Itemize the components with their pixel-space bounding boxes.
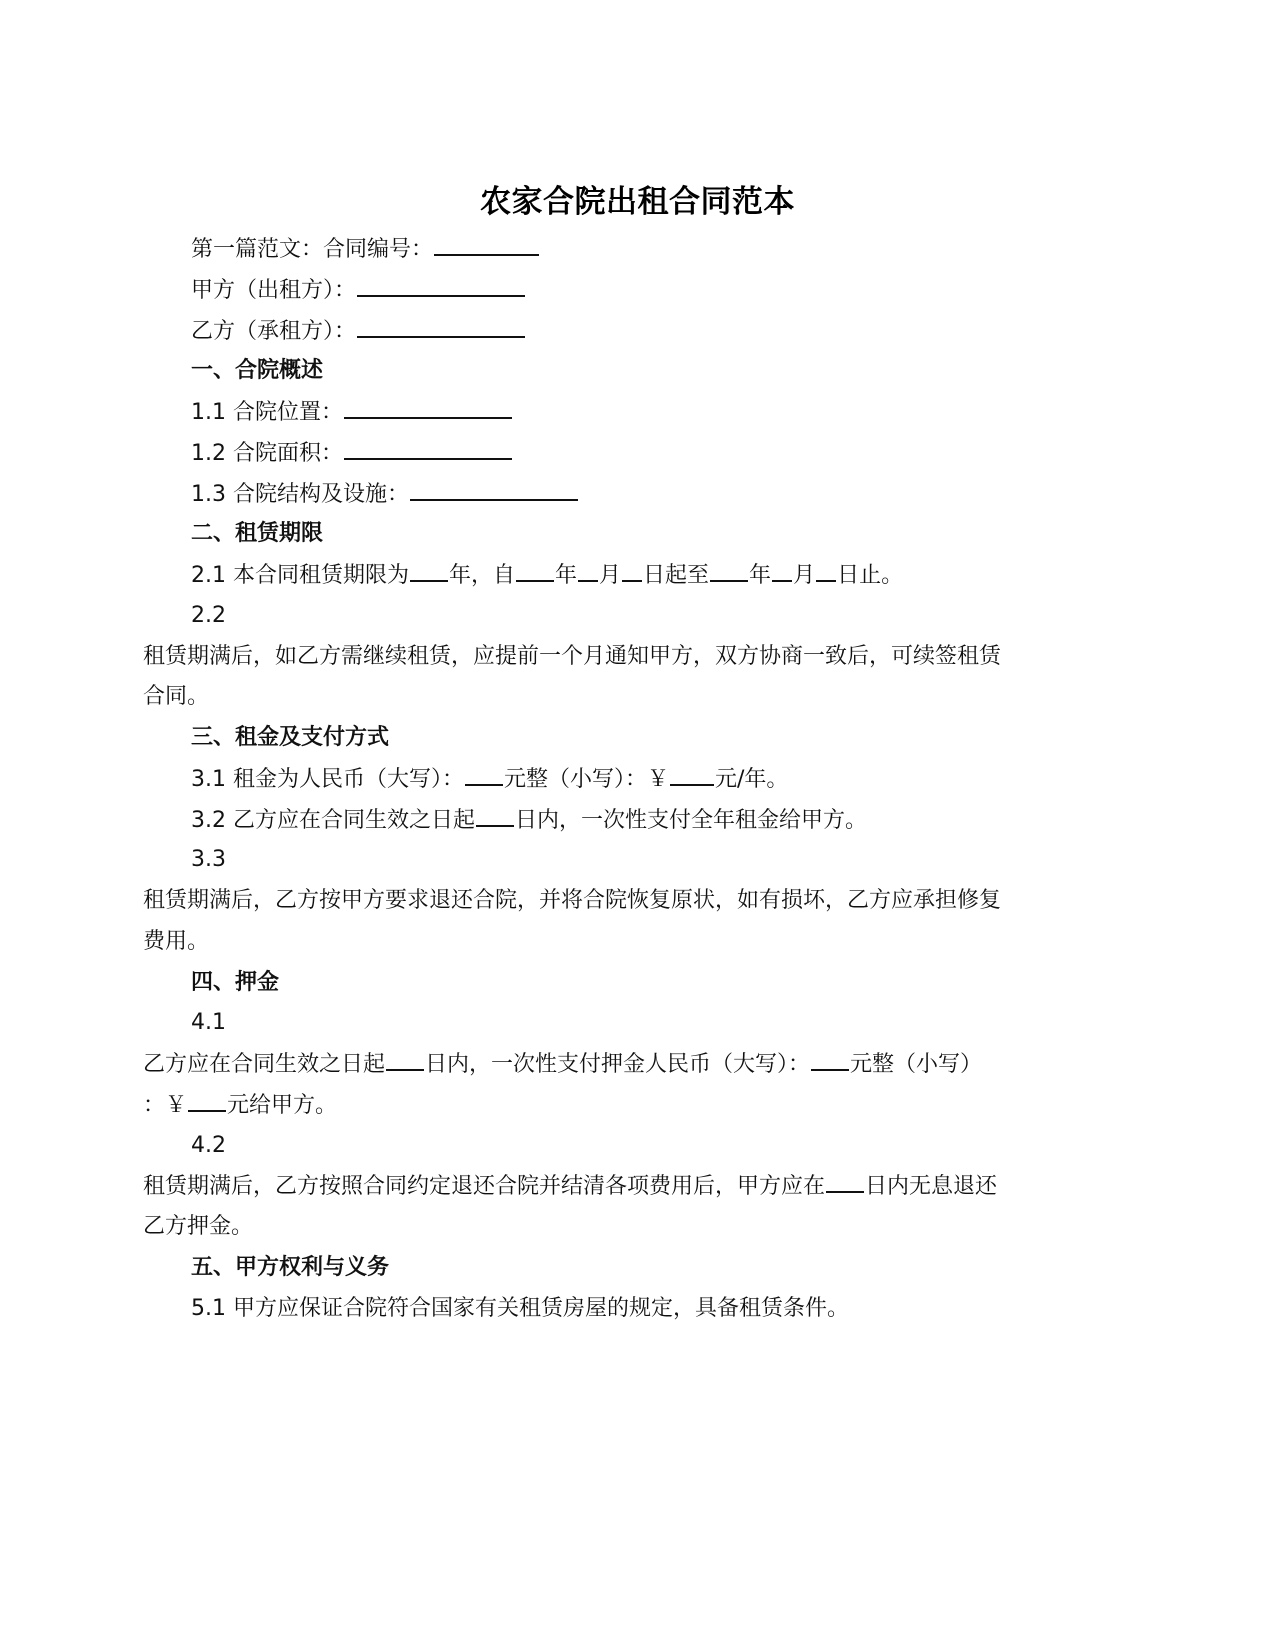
paragraph-line xyxy=(143,682,209,712)
blank-fill-line xyxy=(476,805,514,827)
section-heading xyxy=(191,723,389,753)
text-run: 元/年。 xyxy=(715,766,789,792)
text-run: 元给甲方。 xyxy=(227,1092,338,1118)
paragraph-line xyxy=(191,234,540,265)
text-run: 日内，一次性支付全年租金给甲方。 xyxy=(514,807,867,833)
paragraph-line xyxy=(143,1212,253,1242)
blank-fill-line xyxy=(772,560,792,582)
text-run: 租赁期满后，乙方按照合同约定退还合院并结清各项费用后，甲方应在 xyxy=(143,1174,826,1200)
text-run: 1.1 合院位置： xyxy=(191,400,343,425)
text-run: 二、租赁期限 xyxy=(191,521,324,547)
text-run: 年 xyxy=(555,563,578,588)
blank-fill-line xyxy=(670,764,714,786)
blank-fill-line xyxy=(434,234,539,256)
paragraph-line xyxy=(143,927,209,957)
blank-fill-line xyxy=(410,479,578,501)
section-heading xyxy=(191,519,323,549)
paragraph-line xyxy=(191,845,226,875)
text-run: 租赁期满后，如乙方需继续租赁，应提前一个月通知甲方，双方协商一致后，可续签租赁 xyxy=(143,643,1002,669)
paragraph-line xyxy=(191,1131,226,1161)
paragraph-line xyxy=(143,1049,982,1080)
paragraph-line xyxy=(191,560,903,591)
text-run: 3.1 租金为人民币（大写）： xyxy=(191,766,464,792)
text-run: 费用。 xyxy=(143,928,210,954)
blank-fill-line xyxy=(516,560,554,582)
text-run: 乙方押金。 xyxy=(143,1214,254,1239)
text-run: 五、甲方权利与义务 xyxy=(191,1254,390,1280)
text-run: 日内无息退还 xyxy=(865,1174,998,1200)
blank-fill-line xyxy=(710,560,748,582)
text-run: 三、租金及支付方式 xyxy=(191,725,390,750)
text-run: 月 xyxy=(599,563,622,588)
paragraph-line xyxy=(143,1171,997,1202)
text-run: 元整（小写）：￥ xyxy=(503,766,669,792)
text-run: 四、押金 xyxy=(191,969,280,995)
text-run: 年，自 xyxy=(448,563,515,588)
text-run: 2.2 xyxy=(191,602,226,628)
text-run: 4.1 xyxy=(191,1010,226,1036)
text-run: 租赁期满后，乙方按甲方要求退还合院，并将合院恢复原状，如有损坏，乙方应承担修复 xyxy=(143,888,1002,913)
section-heading xyxy=(191,968,279,998)
text-run: 合同。 xyxy=(143,684,210,710)
paragraph-line xyxy=(143,642,1001,672)
paragraph-line xyxy=(191,397,513,428)
paragraph-line xyxy=(191,479,579,510)
text-run: 乙方（承租方）： xyxy=(191,318,357,344)
text-run: 第一篇范文：合同编号： xyxy=(191,237,434,262)
blank-fill-line xyxy=(357,275,525,297)
paragraph-line xyxy=(143,1090,337,1121)
paragraph-line xyxy=(191,601,226,631)
text-run: 日止。 xyxy=(837,563,904,588)
text-run: 4.2 xyxy=(191,1132,226,1158)
document-title: 农家合院出租合同范本 xyxy=(480,184,795,220)
text-run: 1.2 合院面积： xyxy=(191,440,343,466)
text-run: 一、合院概述 xyxy=(191,358,324,384)
blank-fill-line xyxy=(344,397,512,419)
text-run: ：￥ xyxy=(143,1092,188,1118)
paragraph-line xyxy=(191,805,867,836)
text-run: 2.1 本合同租赁期限为 xyxy=(191,563,409,588)
text-run: 日内，一次性支付押金人民币（大写）： xyxy=(425,1052,811,1077)
blank-fill-line xyxy=(465,764,503,786)
paragraph-line xyxy=(191,1294,849,1324)
blank-fill-line xyxy=(386,1049,424,1071)
blank-fill-line xyxy=(578,560,598,582)
paragraph-line xyxy=(191,275,526,306)
text-run: 5.1 甲方应保证合院符合国家有关租赁房屋的规定，具备租赁条件。 xyxy=(191,1295,849,1321)
text-run: 3.2 乙方应在合同生效之日起 xyxy=(191,807,475,833)
paragraph-line xyxy=(191,316,526,347)
blank-fill-line xyxy=(816,560,836,582)
text-run: 年 xyxy=(749,563,772,588)
blank-fill-line xyxy=(826,1171,864,1193)
section-heading xyxy=(191,356,323,386)
paragraph-line xyxy=(191,764,788,795)
text-run: 1.3 合院结构及设施： xyxy=(191,481,409,507)
blank-fill-line xyxy=(344,438,512,460)
blank-fill-line xyxy=(188,1090,226,1112)
text-run: 元整（小写） xyxy=(850,1052,983,1077)
section-heading xyxy=(191,1253,389,1283)
paragraph-line xyxy=(191,1008,226,1038)
blank-fill-line xyxy=(410,560,448,582)
text-run: 甲方（出租方）： xyxy=(191,277,357,303)
paragraph-line xyxy=(143,886,1001,916)
text-run: 乙方应在合同生效之日起 xyxy=(143,1052,386,1077)
blank-fill-line xyxy=(622,560,642,582)
paragraph-line xyxy=(191,438,513,469)
text-run: 3.3 xyxy=(191,847,226,873)
text-run: 日起至 xyxy=(643,563,710,588)
text-run: 月 xyxy=(793,563,816,588)
blank-fill-line xyxy=(357,316,525,338)
blank-fill-line xyxy=(811,1049,849,1071)
